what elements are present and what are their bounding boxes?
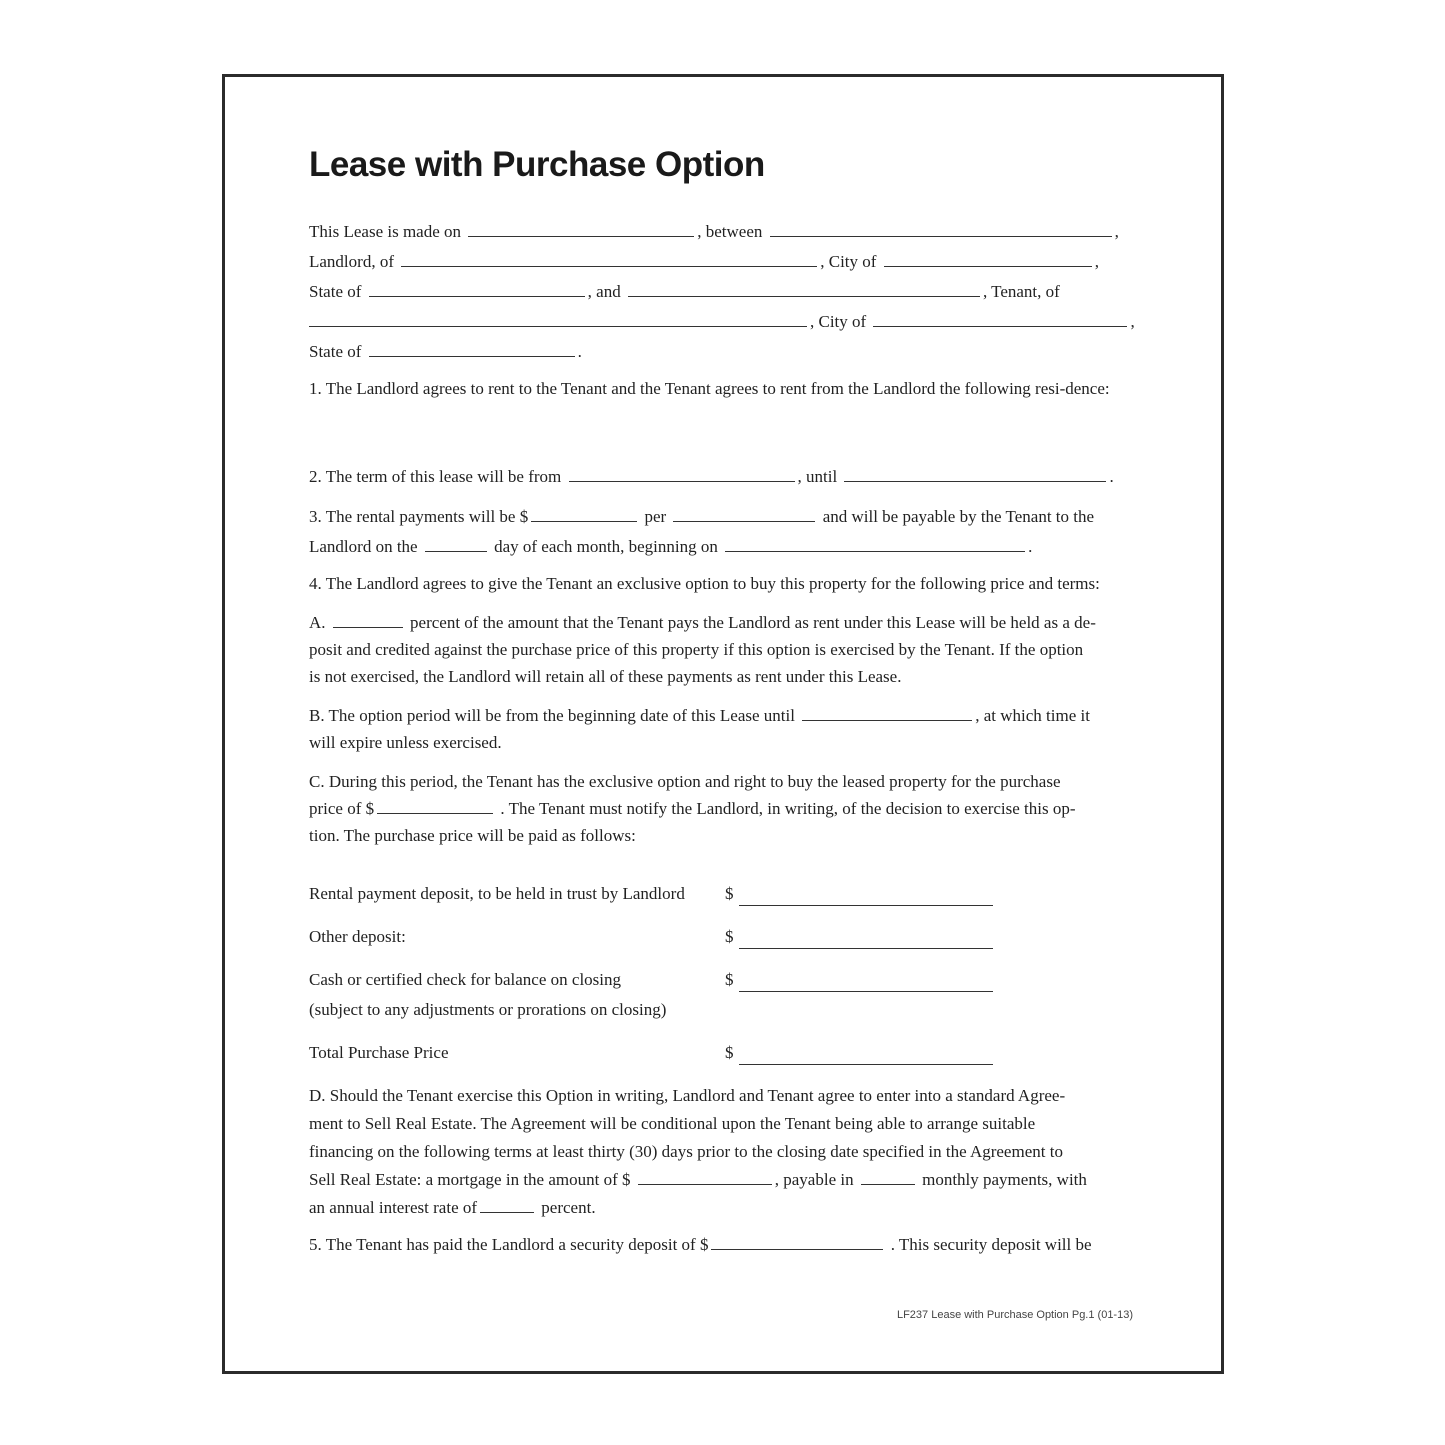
payment-count-field[interactable] (861, 1166, 915, 1185)
intro-text: , (1114, 222, 1119, 241)
intro-text: , City of (810, 312, 867, 331)
section-4d-line-4 (309, 1166, 1139, 1194)
section-1: 1. The Landlord agrees to rent to the Tenant and the Tenant agrees to rent from the Landlord the following resi-dence: (309, 379, 1110, 398)
intro-line-2 (309, 247, 1139, 277)
landlord-name-field[interactable] (770, 218, 1112, 237)
section-text: , payable in (774, 1170, 854, 1189)
document-page (222, 74, 1224, 1374)
tenant-address-field[interactable] (309, 308, 807, 327)
payment-row (309, 965, 1139, 995)
tenant-name-field[interactable] (628, 278, 980, 297)
landlord-state-field[interactable] (369, 278, 585, 297)
interest-rate-field[interactable] (480, 1194, 534, 1213)
section-4: 4. The Landlord agrees to give the Tenant an exclusive option to buy this property for the following price and terms: (309, 574, 1100, 593)
section-text: is not exercised, the Landlord will retain all of these payments as rent under this Lease. (309, 667, 902, 686)
intro-text: Landlord, of (309, 252, 394, 271)
section-text: ment to Sell Real Estate. The Agreement will be conditional upon the Tenant being able to arrange suitable (309, 1114, 1036, 1133)
section-text: A. (309, 613, 326, 632)
intro-text: , Tenant, of (982, 282, 1060, 301)
dollar-sign: $ (725, 884, 734, 903)
payment-label: Cash or certified check for balance on closing (309, 970, 622, 989)
section-text: , at which time it (975, 706, 1090, 725)
intro-text: . (577, 342, 582, 361)
section-text: posit and credited against the purchase price of this property if this option is exercised by the Tenant. If the option (309, 640, 1084, 659)
option-end-date-field[interactable] (802, 702, 972, 721)
section-text: price of $ (309, 799, 375, 818)
payment-label: Rental payment deposit, to be held in trust by Landlord (309, 884, 685, 903)
section-text: and will be payable by the Tenant to the (822, 507, 1095, 526)
payment-row (309, 1038, 1139, 1068)
section-text: 3. The rental payments will be $ (309, 507, 529, 526)
section-4b (309, 702, 1139, 756)
section-4a (309, 609, 1139, 690)
section-text: B. The option period will be from the beginning date of this Lease until (309, 706, 795, 725)
section-text: tion. The purchase price will be paid as follows: (309, 826, 636, 845)
tenant-city-field[interactable] (873, 308, 1127, 327)
rent-amount-field[interactable] (531, 503, 637, 522)
form-footer: LF237 Lease with Purchase Option Pg.1 (01-13) (896, 1309, 1133, 1321)
intro-text: , between (697, 222, 763, 241)
section-2 (309, 462, 1139, 492)
section-4c-line-2 (309, 795, 1139, 822)
intro-line-5 (309, 337, 1139, 367)
payment-label: Other deposit: (309, 927, 406, 946)
intro-line-4 (309, 307, 1139, 337)
intro-text: State of (309, 282, 362, 301)
payment-day-field[interactable] (425, 533, 487, 552)
section-4d-line-5 (309, 1194, 1139, 1222)
closing-balance-field[interactable] (739, 973, 993, 992)
section-text: D. Should the Tenant exercise this Option in writing, Landlord and Tenant agree to enter into a standard Agree- (309, 1086, 1066, 1105)
section-text: 5. The Tenant has paid the Landlord a security deposit of $ (309, 1235, 709, 1254)
section-4c (309, 768, 1139, 849)
deposit-percent-field[interactable] (333, 609, 403, 628)
section-text: . This security deposit will be (890, 1235, 1092, 1254)
section-3 (309, 502, 1139, 562)
section-text: day of each month, beginning on (494, 537, 718, 556)
dollar-sign: $ (725, 970, 734, 989)
section-text: percent. (541, 1198, 596, 1217)
intro-line-3 (309, 277, 1139, 307)
section-3-line-1 (309, 502, 1139, 532)
payment-schedule (309, 879, 1139, 1068)
intro-text: This Lease is made on (309, 222, 462, 241)
section-text: will expire unless exercised. (309, 733, 502, 752)
section-3-line-2 (309, 532, 1139, 562)
section-text: financing on the following terms at least thirty (30) days prior to the closing date specified in the Agreement to (309, 1142, 1063, 1161)
section-5 (309, 1230, 1139, 1260)
intro-text: State of (309, 342, 362, 361)
intro-text: , and (587, 282, 621, 301)
total-price-field[interactable] (739, 1046, 993, 1065)
section-text: 2. The term of this lease will be from (309, 467, 562, 486)
term-end-field[interactable] (844, 463, 1106, 482)
section-4d (309, 1082, 1139, 1222)
security-deposit-field[interactable] (711, 1231, 883, 1250)
dollar-sign: $ (725, 1043, 734, 1062)
section-text: per (644, 507, 667, 526)
payment-start-field[interactable] (725, 533, 1025, 552)
document-title: Lease with Purchase Option (309, 145, 765, 184)
intro-line-1 (309, 217, 1139, 247)
landlord-address-field[interactable] (401, 248, 817, 267)
section-text: C. During this period, the Tenant has the exclusive option and right to buy the leased property for the purchase (309, 772, 1061, 791)
section-text: . (1109, 467, 1114, 486)
section-4b-line-1 (309, 702, 1139, 729)
section-text: percent of the amount that the Tenant pays the Landlord as rent under this Lease will be held as a de- (410, 613, 1096, 632)
dollar-sign: $ (725, 927, 734, 946)
section-text: monthly payments, with (922, 1170, 1087, 1189)
section-text: Landlord on the (309, 537, 418, 556)
section-text: . (1028, 537, 1033, 556)
section-text: Sell Real Estate: a mortgage in the amount of $ (309, 1170, 631, 1189)
rental-deposit-field[interactable] (739, 887, 993, 906)
purchase-price-field[interactable] (377, 795, 493, 814)
rent-period-field[interactable] (673, 503, 815, 522)
payment-label: Total Purchase Price (309, 1043, 449, 1062)
mortgage-amount-field[interactable] (638, 1166, 772, 1185)
date-field[interactable] (468, 218, 694, 237)
landlord-city-field[interactable] (884, 248, 1092, 267)
payment-row (309, 922, 1139, 952)
intro-text: , (1094, 252, 1099, 271)
payment-row (309, 879, 1139, 909)
payment-sublabel: (subject to any adjustments or prorations on closing) (309, 1000, 667, 1019)
other-deposit-field[interactable] (739, 930, 993, 949)
section-4a-line-1 (309, 609, 1139, 636)
term-start-field[interactable] (569, 463, 795, 482)
section-text: , until (797, 467, 838, 486)
tenant-state-field[interactable] (369, 338, 575, 357)
payment-row-sub (309, 995, 1139, 1025)
section-text: an annual interest rate of (309, 1198, 478, 1217)
section-text: . The Tenant must notify the Landlord, in writing, of the decision to exercise this op- (500, 799, 1076, 818)
document-content (309, 145, 1139, 1260)
intro-text: , City of (820, 252, 877, 271)
intro-text: , (1130, 312, 1135, 331)
